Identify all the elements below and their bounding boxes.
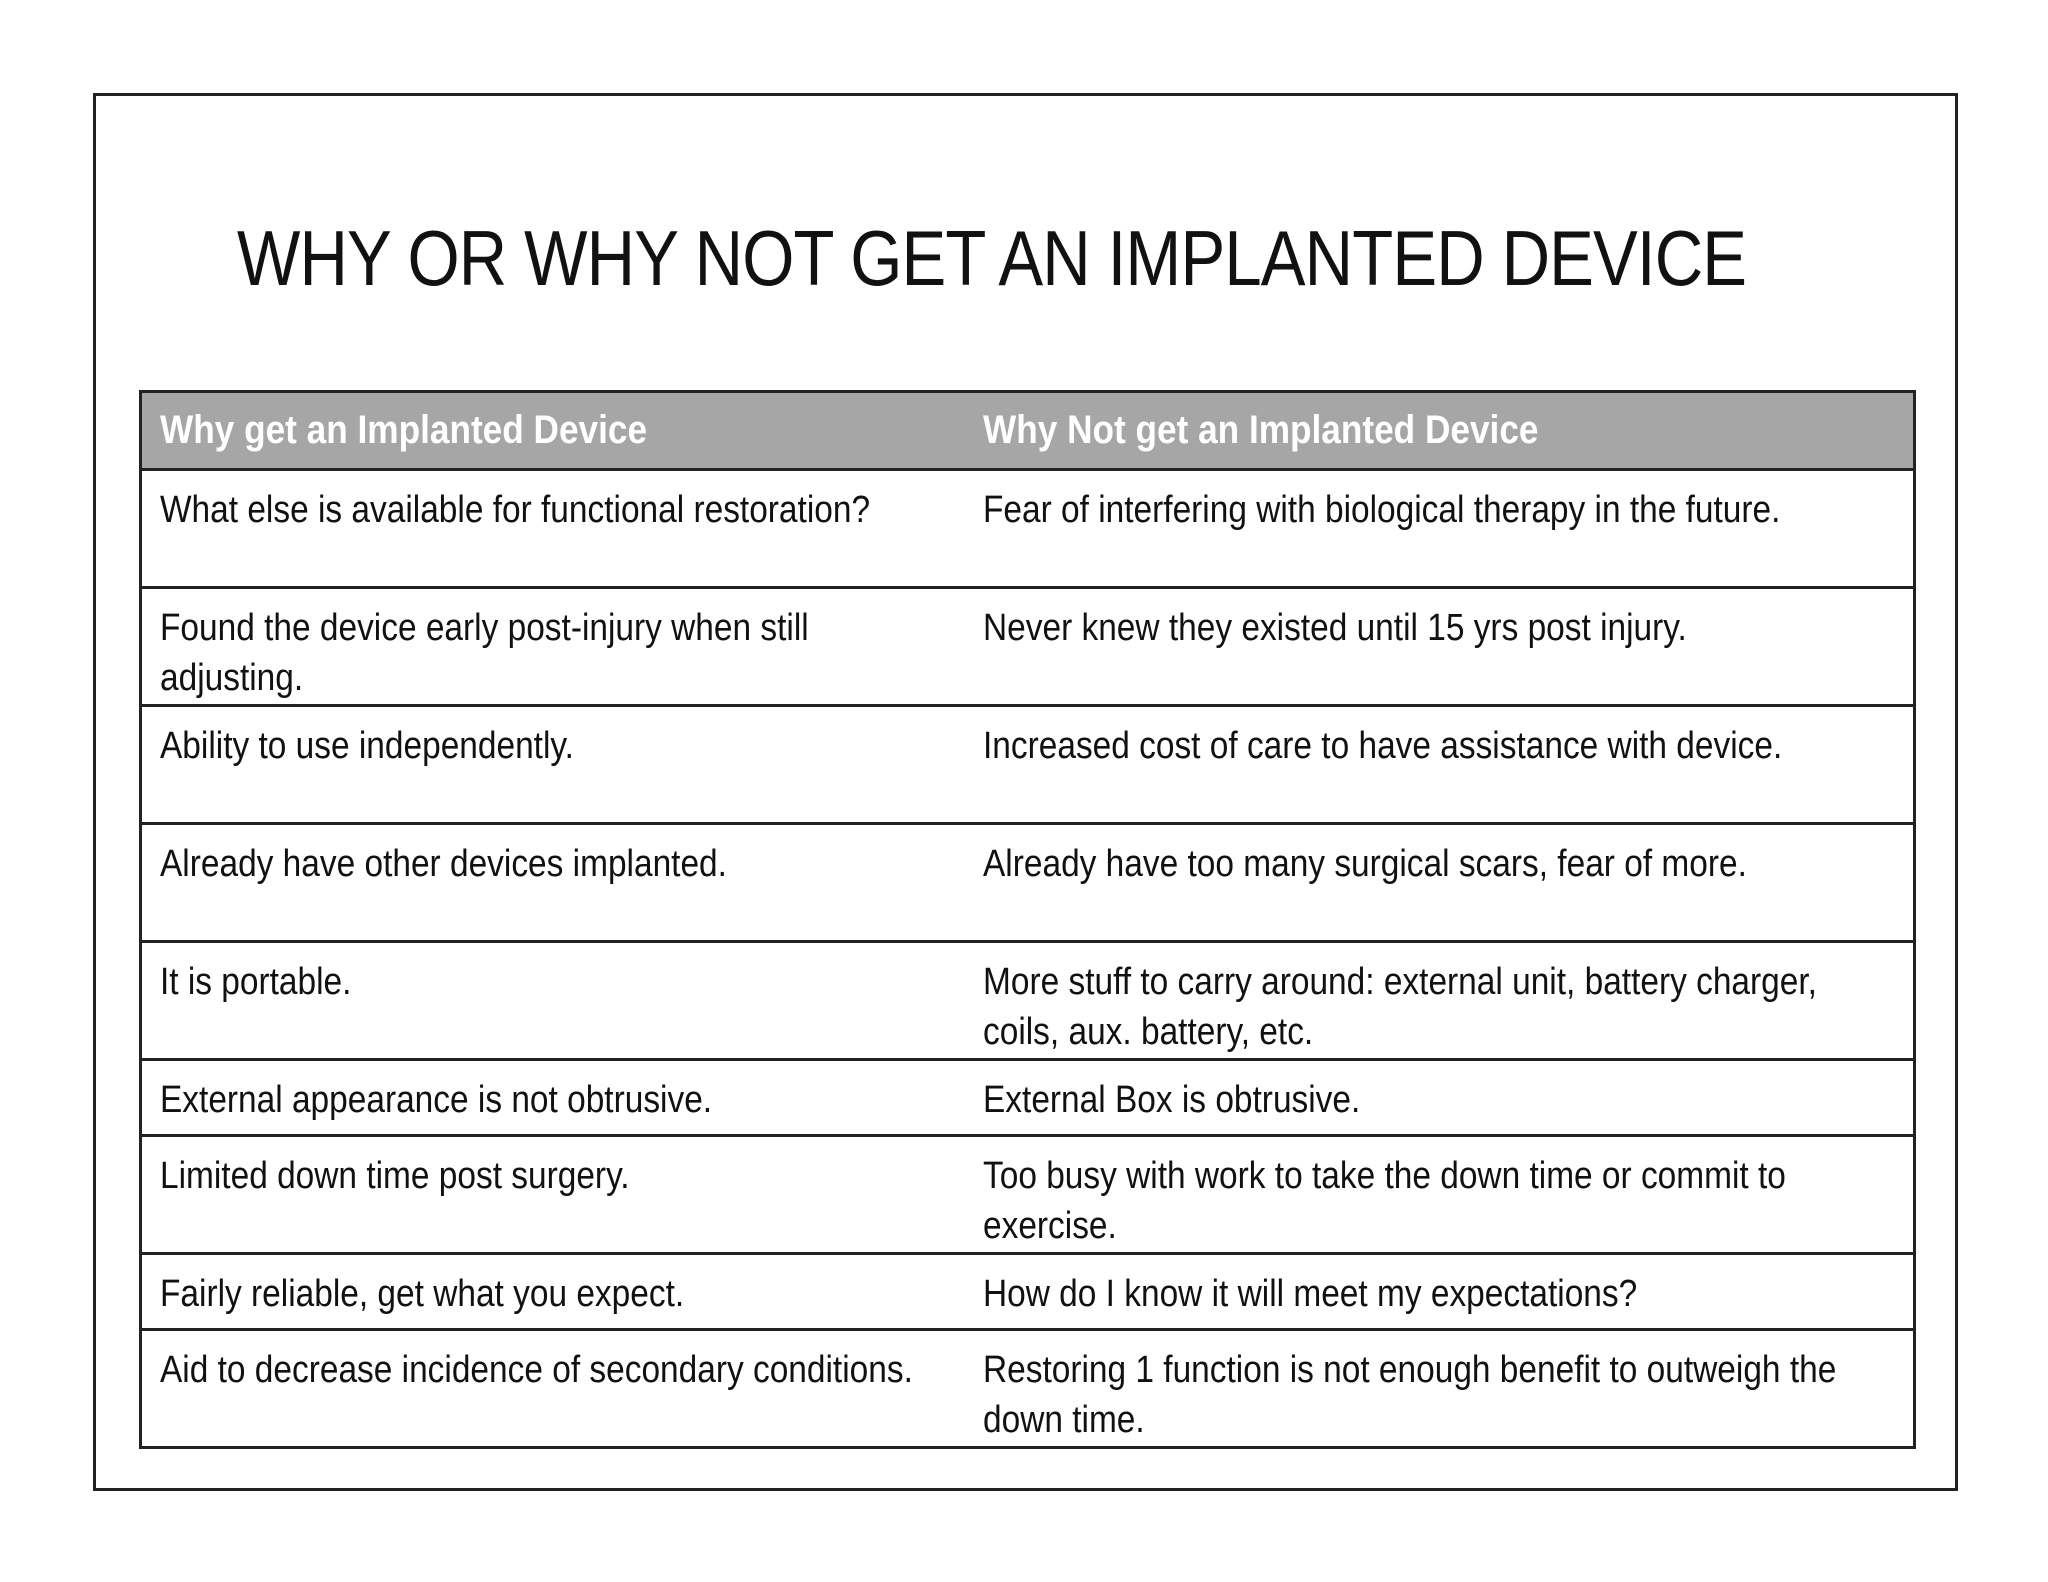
comparison-table: [139, 390, 1916, 1449]
why-not-cell: More stuff to carry around: external unit, battery charger, coils, aux. battery, etc.: [965, 942, 1915, 1060]
table-row: [141, 824, 1915, 942]
why-cell: Already have other devices implanted.: [141, 824, 965, 942]
why-not-cell: External Box is obtrusive.: [965, 1060, 1915, 1136]
why-not-cell: How do I know it will meet my expectations?: [965, 1254, 1915, 1330]
why-cell: External appearance is not obtrusive.: [141, 1060, 965, 1136]
why-cell: Ability to use independently.: [141, 706, 965, 824]
why-not-cell: Fear of interfering with biological therapy in the future.: [965, 470, 1915, 588]
why-not-cell: Already have too many surgical scars, fear of more.: [965, 824, 1915, 942]
table-header-row: [141, 392, 1915, 470]
why-not-cell: Never knew they existed until 15 yrs post injury.: [965, 588, 1915, 706]
table-row: [141, 1060, 1915, 1136]
table-row: [141, 588, 1915, 706]
table-row: [141, 1136, 1915, 1254]
column-header-why: Why get an Implanted Device: [141, 392, 965, 470]
why-not-cell: Increased cost of care to have assistance with device.: [965, 706, 1915, 824]
page-title: WHY OR WHY NOT GET AN IMPLANTED DEVICE: [237, 214, 1747, 302]
table-row: [141, 1330, 1915, 1448]
why-cell: Aid to decrease incidence of secondary conditions.: [141, 1330, 965, 1448]
table-row: [141, 1254, 1915, 1330]
why-cell: What else is available for functional restoration?: [141, 470, 965, 588]
why-not-cell: Too busy with work to take the down time or commit to exercise.: [965, 1136, 1915, 1254]
table-row: [141, 706, 1915, 824]
why-cell: Found the device early post-injury when still adjusting.: [141, 588, 965, 706]
column-header-why-not: Why Not get an Implanted Device: [965, 392, 1915, 470]
table-row: [141, 942, 1915, 1060]
why-not-cell: Restoring 1 function is not enough benefit to outweigh the down time.: [965, 1330, 1915, 1448]
table-row: [141, 470, 1915, 588]
why-cell: It is portable.: [141, 942, 965, 1060]
why-cell: Limited down time post surgery.: [141, 1136, 965, 1254]
why-cell: Fairly reliable, get what you expect.: [141, 1254, 965, 1330]
